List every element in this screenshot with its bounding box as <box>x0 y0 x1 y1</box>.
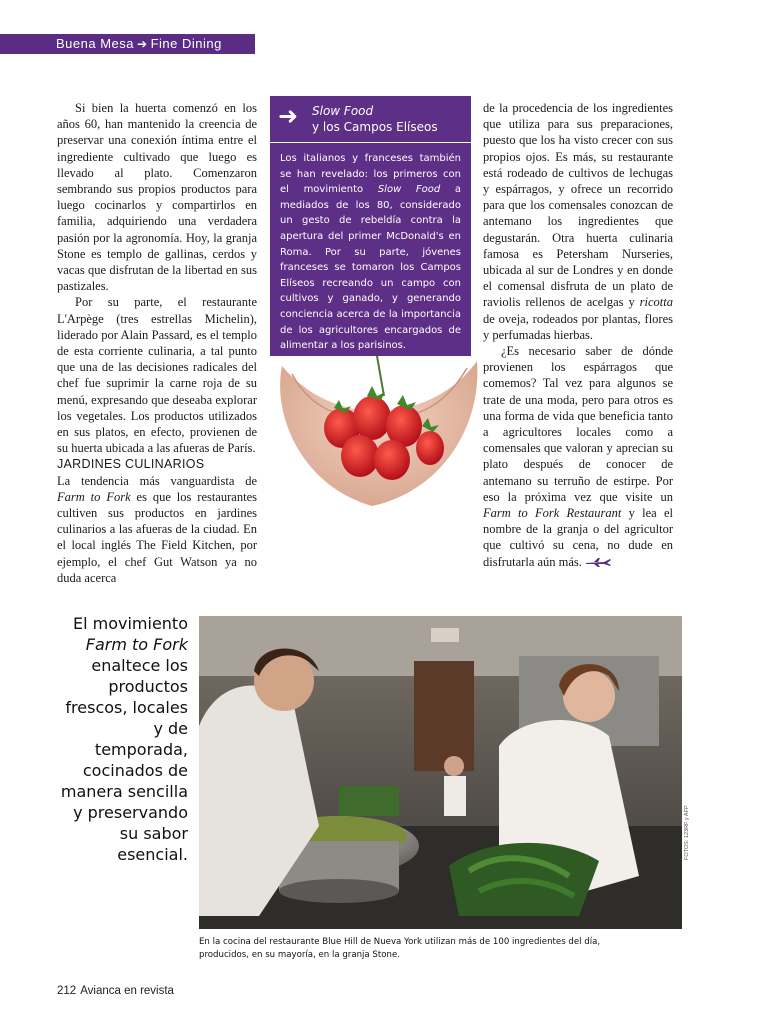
kitchen-photo <box>199 616 682 929</box>
sidebar-header <box>270 96 471 143</box>
airplane-icon <box>586 558 612 567</box>
left-column <box>57 100 257 586</box>
section-name: Buena Mesa <box>56 36 134 51</box>
photo-caption: En la cocina del restaurante Blue Hill de Nueva York utilizan más de 100 ingredientes del día, producidos, en su mayoría, en la granja Stone. <box>199 937 601 960</box>
arrow-right-icon: ➜ <box>278 102 299 130</box>
right-column <box>483 100 673 570</box>
publication-name: Avianca en revista <box>80 985 174 997</box>
subsection-name: Fine Dining <box>150 36 222 51</box>
paragraph: ¿Es necesario saber de dónde provienen los espárragos que comemos? Tal vez para algunos se trate de una moda, pero para otros es una forma de vida que beneficia tanto a agricultores locales como a comensales que valoran y aprecian su plato después de conocer de antemano su terruño de estirpe. Por eso la próxima vez que visite un Farm to Fork Restaurant y lea el nombre de la granja o del agricultor que cultivó su cena, no dude en disfrutarla aún más. <box>483 344 673 569</box>
pull-quote: El movimiento Farm to Fork enaltece los productos frescos, locales y de temporada, cocinados de manera sencilla y preservando su sabor esencial. <box>60 614 188 864</box>
paragraph: Por su parte, el restaurante L'Arpège (tres estrellas Michelin), liderado por Alain Passard, es el templo de esta corriente culinaria, a tal punto que una de las decisiones radicales del chef fue suprimir la carne roja de su menú, expresando que deseaba explorar los vegetales. Los productos utilizados en sus platos, en efecto, provienen de su huerta ubicada a las afueras de París. <box>57 295 257 456</box>
strawberries-hands-image <box>272 356 484 516</box>
paragraph: de la procedencia de los ingredientes que utiliza para sus preparaciones, puesto que los ha visto crecer con sus propios ojos. Es más, su restaurante está rodeado de cultivos de lechugas y espárragos, y ofrece un recorrido para que los comensales conozcan de antemano los ingredientes que degustarán. Otra huerta culinaria famosa es Petersham Nurseries, ubicada al sur de Londres y en donde el comensal disfruta de un plato de raviolis rellenos de acelgas y ricotta de oveja, rodeados por plantas, flores y perfumadas hierbas. <box>483 101 673 342</box>
paragraph: Si bien la huerta comenzó en los años 60, han mantenido la creencia de preservar una conexión íntima entre el ingrediente cultivado que luego es llevado al plato. Comenzaron sembrando sus propios productos para luego cocinarlos y compartirlos en familia, adquiriendo una verdadera pasión por la agronomía. Hoy, la granja Stone es templo de gallinas, cerdos y vacas que disfrutan de la libertad en sus pastizales. <box>57 101 257 294</box>
sidebar-box <box>270 96 471 356</box>
section-header <box>0 34 255 54</box>
arrow-right-icon: ➔ <box>137 37 148 51</box>
page-footer <box>57 985 174 997</box>
photo-credit: FOTOS: 123RF y AFP <box>684 805 690 860</box>
paragraph: La tendencia más vanguardista de Farm to Fork es que los restaurantes cultiven sus productos en jardines culinarios a las afueras de la ciudad. En el local inglés The Field Kitchen, por ejemplo, el chef Gut Watson ya no duda acerca <box>57 473 257 585</box>
sidebar-text: Los italianos y franceses también se han revelado: los primeros con el movimiento Slow Food a mediados de los 80, considerado un gesto de rebeldía contra la apertura del primer McDonald's en Roma. Por su parte, jóvenes franceses se tomaron los Campos Elíseos recreando un campo con cultivos y ganado, y generando conciencia acerca de la importancia de los agricultores encargados de alimentar a los parisinos. <box>280 153 462 352</box>
page-number: 212 <box>57 985 77 997</box>
sidebar-title: Slow Food y los Campos Elíseos <box>312 104 438 134</box>
subheading: JARDINES CULINARIOS <box>57 457 205 472</box>
